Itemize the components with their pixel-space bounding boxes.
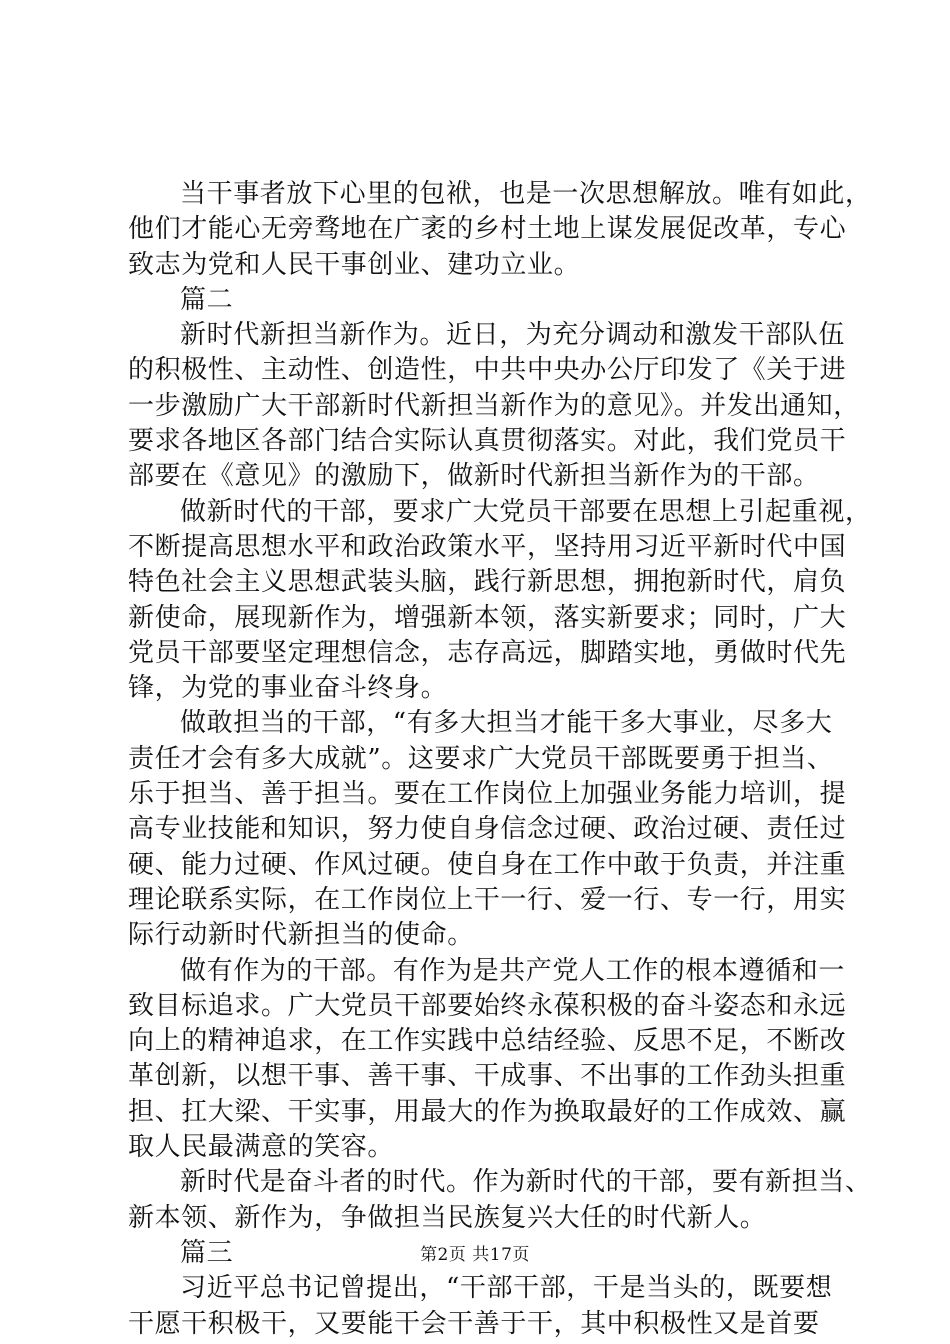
text-line: 习近平总书记曾提出，“干部干部，干是当头的，既要想 xyxy=(180,1273,833,1304)
text-line: 做敢担当的干部，“有多大担当才能干多大事业，尽多大 xyxy=(180,708,833,739)
text-line: 要求各地区各部门结合实际认真贯彻落实。对此，我们党员干 xyxy=(128,426,847,457)
text-line: 新使命，展现新作为，增强新本领，落实新要求；同时，广大 xyxy=(128,602,847,633)
text-line: 担、扛大梁、干实事，用最大的作为换取最好的工作成效、赢 xyxy=(128,1096,847,1127)
text-line: 部要在《意见》的激励下，做新时代新担当新作为的干部。 xyxy=(128,461,820,492)
text-line: 当干事者放下心里的包袱，也是一次思想解放。唯有如此， xyxy=(180,179,872,209)
text-line: 硬、能力过硬、作风过硬。使自身在工作中敢于负责，并注重 xyxy=(128,849,847,880)
text-line: 不断提高思想水平和政治政策水平，坚持用习近平新时代中国 xyxy=(128,531,847,562)
text-line: 篇二 xyxy=(180,284,234,315)
text-line: 际行动新时代新担当的使命。 xyxy=(128,920,474,951)
text-line: 篇三 xyxy=(180,1237,234,1268)
text-line: 新本领、新作为，争做担当民族复兴大任的时代新人。 xyxy=(128,1202,767,1233)
text-line: 干愿干积极干，又要能干会干善于干，其中积极性又是首要 xyxy=(128,1308,820,1339)
text-line: 责任才会有多大成就”。这要求广大党员干部既要勇于担当、 xyxy=(128,743,834,774)
text-line: 党员干部要坚定理想信念，志存高远，脚踏实地，勇做时代先 xyxy=(128,637,847,668)
document-body xyxy=(128,177,872,1342)
text-line: 取人民最满意的笑容。 xyxy=(128,1132,395,1163)
text-line: 致目标追求。广大党员干部要始终永葆积极的奋斗姿态和永远 xyxy=(128,990,847,1021)
text-line: 做新时代的干部，要求广大党员干部要在思想上引起重视， xyxy=(180,496,872,527)
page-footer: 第2页 共17页 xyxy=(420,1245,530,1265)
text-line: 致志为党和人民干事创业、建功立业。 xyxy=(128,249,581,280)
text-line: 革创新，以想干事、善干事、干成事、不出事的工作劲头担重 xyxy=(128,1061,847,1092)
text-line: 乐于担当、善于担当。要在工作岗位上加强业务能力培训，提 xyxy=(128,779,847,810)
text-line: 特色社会主义思想武装头脑，践行新思想，拥抱新时代，肩负 xyxy=(128,567,847,598)
text-line: 新时代是奋斗者的时代。作为新时代的干部，要有新担当、 xyxy=(180,1167,872,1198)
text-line: 高专业技能和知识，努力使自身信念过硬、政治过硬、责任过 xyxy=(128,814,847,845)
text-line: 他们才能心无旁骛地在广袤的乡村土地上谋发展促改革，专心 xyxy=(128,214,847,245)
text-line: 一步激励广大干部新时代新担当新作为的意见》。并发出通知， xyxy=(128,390,860,421)
text-line: 做有作为的干部。有作为是共产党人工作的根本遵循和一 xyxy=(180,955,846,986)
text-line: 理论联系实际，在工作岗位上干一行、爱一行、专一行，用实 xyxy=(128,884,847,915)
text-line: 向上的精神追求，在工作实践中总结经验、反思不足，不断改 xyxy=(128,1026,847,1057)
text-line: 新时代新担当新作为。近日，为充分调动和激发干部队伍 xyxy=(180,320,846,351)
text-line: 的积极性、主动性、创造性，中共中央办公厅印发了《关于进 xyxy=(128,355,847,386)
text-line: 锋，为党的事业奋斗终身。 xyxy=(128,673,448,704)
